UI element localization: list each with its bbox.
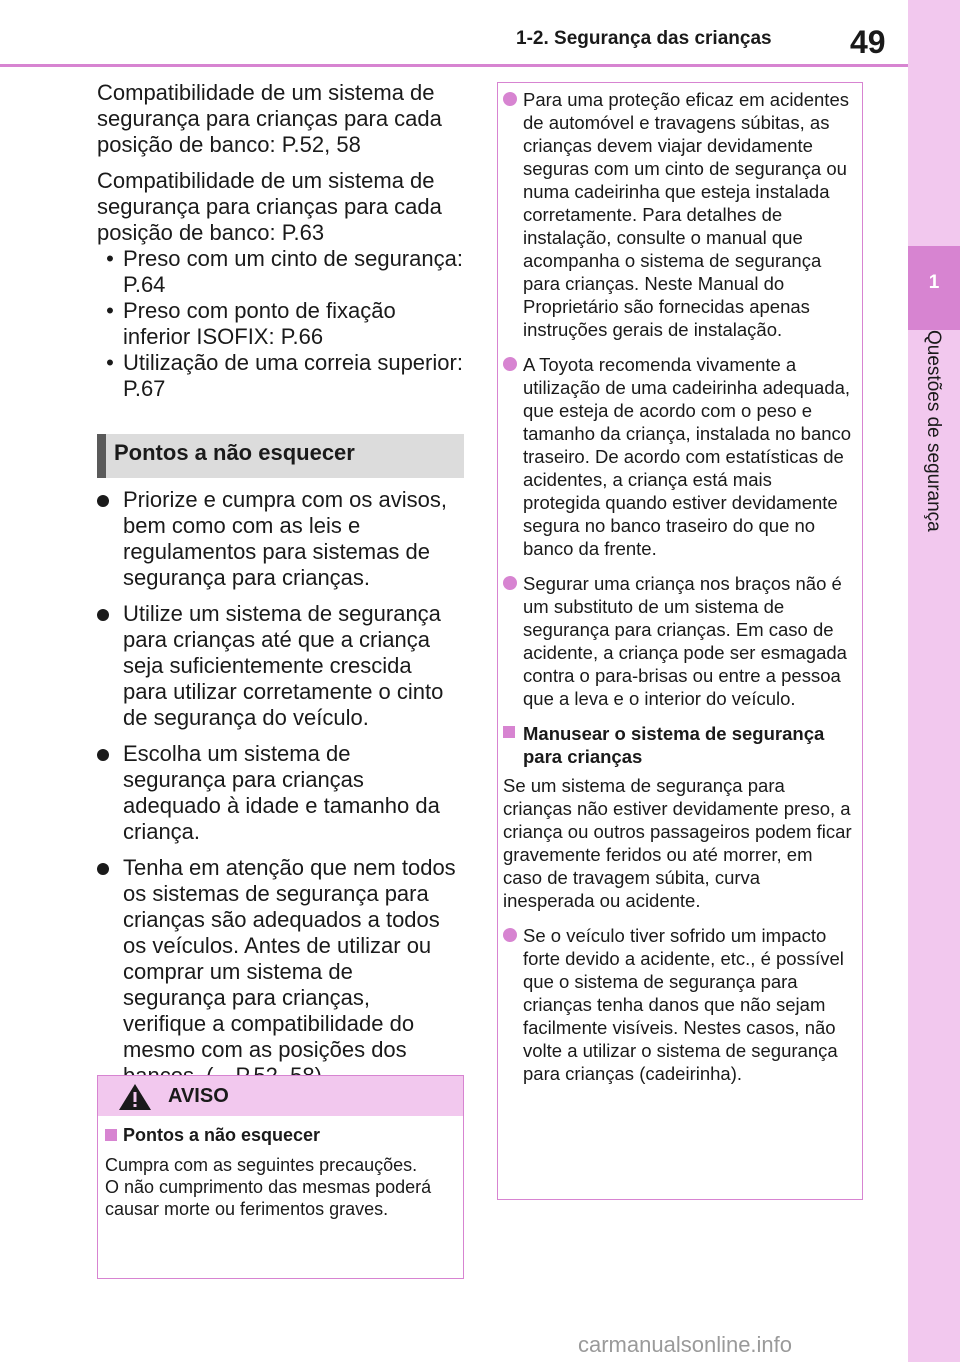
square-bullet-icon [503, 726, 515, 738]
info-item-text: Segurar uma criança nos braços não é um substituto de um sistema de segurança para crianças. Em caso de acidente, a criança pode ser esmagada contra o para-brisas ou entre a pessoa que a leva e o interior do veículo. [523, 573, 847, 709]
watermark: carmanualsonline.info [578, 1332, 793, 1357]
info-item [503, 353, 853, 560]
info-subhead [503, 722, 853, 768]
reference-item [97, 246, 467, 298]
info-subhead-text: Manusear o sistema de segurança para crianças [523, 723, 825, 767]
list-item [97, 855, 457, 1089]
list-item-text: Utilize um sistema de segurança para crianças até que a criança seja suficientemente crescida para utilizar corretamente o cinto de segurança do veículo. [123, 601, 444, 730]
side-tab-number: 1 [928, 272, 940, 293]
reference-item-text: Preso com um cinto de segurança: P.64 [123, 246, 463, 297]
reference-item [97, 350, 467, 402]
list-item [97, 487, 457, 591]
pink-dot-icon [503, 576, 517, 590]
info-item-text: Se o veículo tiver sofrido um impacto forte devido a acidente, etc., é possível que o sistema de segurança para crianças tenha danos que não sejam facilmente visíveis. Nestes casos, não volte a utilizar o sistema de segurança para crianças (cadeirinha). [523, 925, 844, 1084]
side-tab-strip [908, 0, 960, 1362]
info-item [503, 88, 853, 341]
list-item [97, 601, 457, 731]
info-box-content [503, 88, 853, 1097]
side-tab-label: Questões de segurança [923, 330, 944, 532]
warning-text: Cumpra com as seguintes precauções. [105, 1155, 418, 1175]
pink-dot-icon [503, 357, 517, 371]
reference-item-text: Utilização de uma correia superior: P.67 [123, 350, 463, 401]
warning-subhead [105, 1124, 457, 1146]
bullet-dot-icon [97, 609, 109, 621]
bullet-dot-icon: • [106, 246, 114, 271]
list-item-text: Escolha um sistema de segurança para crianças adequado à idade e tamanho da criança. [123, 741, 440, 844]
warning-triangle-icon [118, 1083, 152, 1116]
bullet-dot-icon [97, 495, 109, 507]
info-paragraph: Se um sistema de segurança para crianças não estiver devidamente preso, a criança ou outros passageiros podem ficar gravemente feridos ou até morrer, em caso de travagem súbita, curva inesperada ou acidente. [503, 775, 852, 911]
info-item [503, 924, 853, 1085]
reference-item-text: Preso com ponto de fixação inferior ISOFIX: P.66 [123, 298, 396, 349]
page-number: 49 [850, 24, 886, 60]
list-item-text: Priorize e cumpra com os avisos, bem como com as leis e regulamentos para sistemas de segurança para crianças. [123, 487, 447, 590]
bullet-dot-icon: • [106, 350, 114, 375]
warning-header [98, 1076, 463, 1116]
info-item [503, 572, 853, 710]
warning-title: AVISO [168, 1085, 229, 1107]
info-item-text: A Toyota recomenda vivamente a utilização de uma cadeirinha adequada, que esteja de acordo com o peso e tamanho da criança, instalada no banco traseiro. De acordo com estatísticas de acidentes, a criança está mais protegida quando estiver devidamente segura no banco traseiro do que no banco da frente. [523, 354, 852, 559]
section-heading: Pontos a não esquecer [114, 440, 355, 465]
reference-paragraph: Compatibilidade de um sistema de segurança para crianças para cada posição de banco: P.63 [97, 168, 442, 245]
bullet-dot-icon [97, 863, 109, 875]
square-bullet-icon [105, 1129, 117, 1141]
cross-references [97, 80, 467, 402]
list-item [97, 741, 457, 845]
section-title: 1-2. Segurança das crianças [516, 28, 772, 49]
warning-body [105, 1124, 457, 1220]
info-item-text: Para uma proteção eficaz em acidentes de automóvel e travagens súbitas, as crianças devem viajar devidamente seguras com um cinto de segurança ou numa cadeirinha que esteja instalada corretamente. Para detalhes de instalação, consulte o manual que acompanha o sistema de segurança para crianças. Neste Manual do Proprietário são fornecidas apenas instruções gerais de instalação. [523, 89, 849, 340]
list-item-text: Tenha em atenção que nem todos os sistemas de segurança para crianças são adequados a todos os veículos. Antes de utilizar ou comprar um sistema de segurança para crianças, verifique a compatibilidade do mesmo com as posições dos [123, 855, 456, 1062]
reference-paragraph: Compatibilidade de um sistema de segurança para crianças para cada posição de banco: P.52, 58 [97, 80, 442, 157]
warning-text: O não cumprimento das mesmas poderá causar morte ou ferimentos graves. [105, 1177, 432, 1219]
bullet-dot-icon: • [106, 298, 114, 323]
side-tab-label-wrap [908, 330, 960, 590]
header-divider [0, 64, 908, 67]
pink-dot-icon [503, 92, 517, 106]
points-list [97, 487, 457, 1099]
reference-item [97, 298, 467, 350]
pink-dot-icon [503, 928, 517, 942]
bullet-dot-icon [97, 749, 109, 761]
warning-subhead-text: Pontos a não esquecer [123, 1125, 321, 1145]
